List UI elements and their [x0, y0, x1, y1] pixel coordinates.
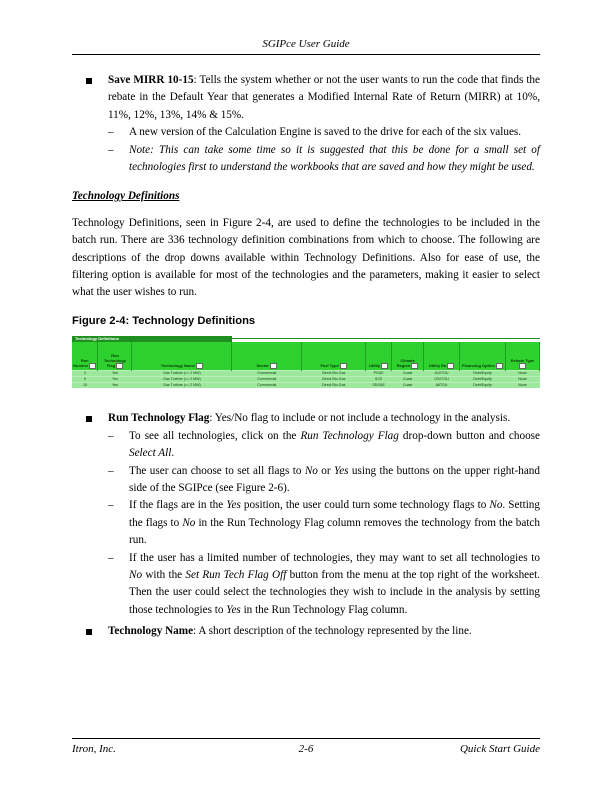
bullet-run-flag [72, 410, 540, 427]
col-header[interactable]: Run Number [72, 342, 98, 371]
footer-page-number: 2-6 [298, 743, 314, 755]
col-header[interactable]: Rebate Type [505, 342, 539, 371]
sub-bullet: – If the flags are in the Yes position, the user could turn some technology flags to No. Setting the flags to No in the Run Technology Flag column removes the technology from the batch run. [108, 499, 540, 547]
table-cell[interactable]: 9 [72, 377, 98, 383]
table-cell[interactable]: Commercial [232, 377, 302, 383]
dash-icon: – [108, 429, 114, 442]
table-cell[interactable]: Coast [392, 377, 424, 383]
sub-bullet: – The user can choose to set all flags to No or Yes using the buttons on the upper right-hand side of the SGIPce (see Figure 2-6). [108, 464, 540, 494]
table-cell[interactable]: 15 [72, 383, 98, 389]
page-header: SGIPce User Guide [262, 38, 350, 50]
table-cell[interactable]: Coast [392, 383, 424, 389]
table-cell[interactable]: SCE [366, 377, 392, 383]
table-cell[interactable]: 3 [72, 371, 98, 377]
table-cell[interactable]: Gas Turbine (<= 2 MW) [132, 371, 232, 377]
filter-dropdown-icon[interactable] [519, 363, 526, 369]
col-header[interactable]: Run Technology Flag [98, 342, 132, 371]
section-title: Technology Definitions [72, 190, 180, 203]
col-header[interactable]: Utility [366, 342, 392, 371]
col-header[interactable]: Financing Option [460, 342, 506, 371]
bullet-tech-name [72, 623, 540, 640]
sub-bullet: – To see all technologies, click on the Run Technology Flag drop-down button and choose Select All. [108, 429, 540, 460]
table-cell[interactable]: Debt/Equity [460, 383, 506, 389]
dash-icon: – [108, 126, 114, 139]
dash-icon: – [108, 464, 114, 477]
table-cell[interactable]: GS2TOU [424, 377, 460, 383]
sub-bullet [72, 142, 540, 177]
sheet-tab-label: Technology Definitions [75, 336, 119, 342]
table-row [72, 383, 540, 389]
term-save-mirr: Save MIRR 10-15 [108, 74, 194, 86]
sub-bullet [72, 124, 540, 141]
table-cell[interactable]: Debt/Equity [460, 377, 506, 383]
filter-dropdown-icon[interactable] [89, 363, 96, 369]
run-flag-text: : Yes/No flag to include or not include a technology in the analysis. [209, 412, 511, 425]
table-cell[interactable]: None [505, 377, 539, 383]
filter-dropdown-icon[interactable] [196, 363, 203, 369]
table-cell[interactable]: Gas Turbine (<= 2 MW) [132, 377, 232, 383]
table-cell[interactable]: SDG&E [366, 383, 392, 389]
table-cell[interactable]: Direct Bio-Gas [302, 377, 366, 383]
term-tech-name: Technology Name [108, 625, 194, 638]
filter-dropdown-icon[interactable] [116, 363, 123, 369]
sub-bullet: – If the user has a limited number of technologies, they may want to set all technologies to No with the Set Run Tech Flag Off button from the menu at the top right of the worksheet. Then the user could select the technologies they wish to include in the analysis by setting those technologies to Yes in the Run Technology Flag column. [108, 551, 540, 616]
footer-guide-name: Quick Start Guide [459, 743, 540, 755]
bullet-save-mirr [72, 72, 540, 124]
filter-dropdown-icon[interactable] [411, 363, 418, 369]
filter-dropdown-icon[interactable] [381, 363, 388, 369]
table-cell[interactable]: Yes [98, 371, 132, 377]
table-cell[interactable]: Direct Bio-Gas [302, 383, 366, 389]
table-cell[interactable]: Yes [98, 383, 132, 389]
col-header[interactable]: Technology Name [132, 342, 232, 371]
table-cell[interactable]: Debt/Equity [460, 371, 506, 377]
section-paragraph: Technology Definitions, seen in Figure 2-4, are used to define the technologies to be included in the batch run. There are 336 technology definition combinations from which to choose. The following are descriptions of the drop downs available within Technology Definitions. Also for ease of use, the filtering option is available for most of the technologies and the parameters, making it easier to select what the user wishes to run. [72, 216, 540, 299]
table-cell[interactable]: Direct Bio-Gas [302, 371, 366, 377]
table-cell[interactable]: None [505, 371, 539, 377]
page-content [72, 72, 540, 641]
footer-rule [72, 738, 540, 739]
table-cell[interactable]: Commercial [232, 383, 302, 389]
save-mirr-note: Note: This can take some time so it is suggested that this be done for a small set of technologies first to understand the workbooks that are saved and how they might be used. [129, 143, 540, 174]
bullet-square-icon [86, 416, 92, 422]
filter-dropdown-icon[interactable] [496, 363, 503, 369]
table-cell[interactable]: Yes [98, 377, 132, 383]
table-cell[interactable]: PG&E [366, 371, 392, 377]
figure-technology-definitions [72, 336, 540, 396]
filter-dropdown-icon[interactable] [447, 363, 454, 369]
bullet-square-icon [86, 78, 92, 84]
table-cell[interactable]: A6TOU [424, 383, 460, 389]
dash-icon: – [108, 499, 114, 512]
table-cell[interactable]: Coast [392, 371, 424, 377]
table-cell[interactable]: A10TOU [424, 371, 460, 377]
table-cell[interactable]: Commercial [232, 371, 302, 377]
spacer [72, 396, 540, 410]
footer-company: Itron, Inc. [72, 743, 116, 755]
term-run-flag: Run Technology Flag [108, 412, 210, 425]
header-rule [72, 54, 540, 55]
col-header[interactable]: Climate Region [392, 342, 424, 371]
dash-icon: – [108, 551, 114, 564]
col-header[interactable]: Sector [232, 342, 302, 371]
bullet-square-icon [86, 629, 92, 635]
filter-dropdown-icon[interactable] [340, 363, 347, 369]
table-cell[interactable]: None [505, 383, 539, 389]
save-mirr-text: : Tells the system whether or not the user wants to run the code that finds the rebate in the Default Year that generates a Modified Internal Rate of Return (MIRR) at 10%, 11%, 12%, 13%, 14% & 15%. [108, 74, 540, 121]
save-mirr-sub1: A new version of the Calculation Engine is saved to the drive for each of the six values. [129, 126, 522, 139]
tech-definitions-table [72, 342, 540, 388]
filter-dropdown-icon[interactable] [270, 363, 277, 369]
table-cell[interactable]: Gas Turbine (<= 2 MW) [132, 383, 232, 389]
table-header-row [72, 342, 540, 371]
tech-name-text: : A short description of the technology represented by the line. [193, 625, 472, 638]
dash-icon: – [108, 143, 114, 156]
col-header[interactable]: Utility Ra [424, 342, 460, 371]
sheet-top-line [232, 338, 540, 339]
col-header[interactable]: Fuel Type [302, 342, 366, 371]
figure-title: Figure 2-4: Technology Definitions [72, 314, 256, 327]
